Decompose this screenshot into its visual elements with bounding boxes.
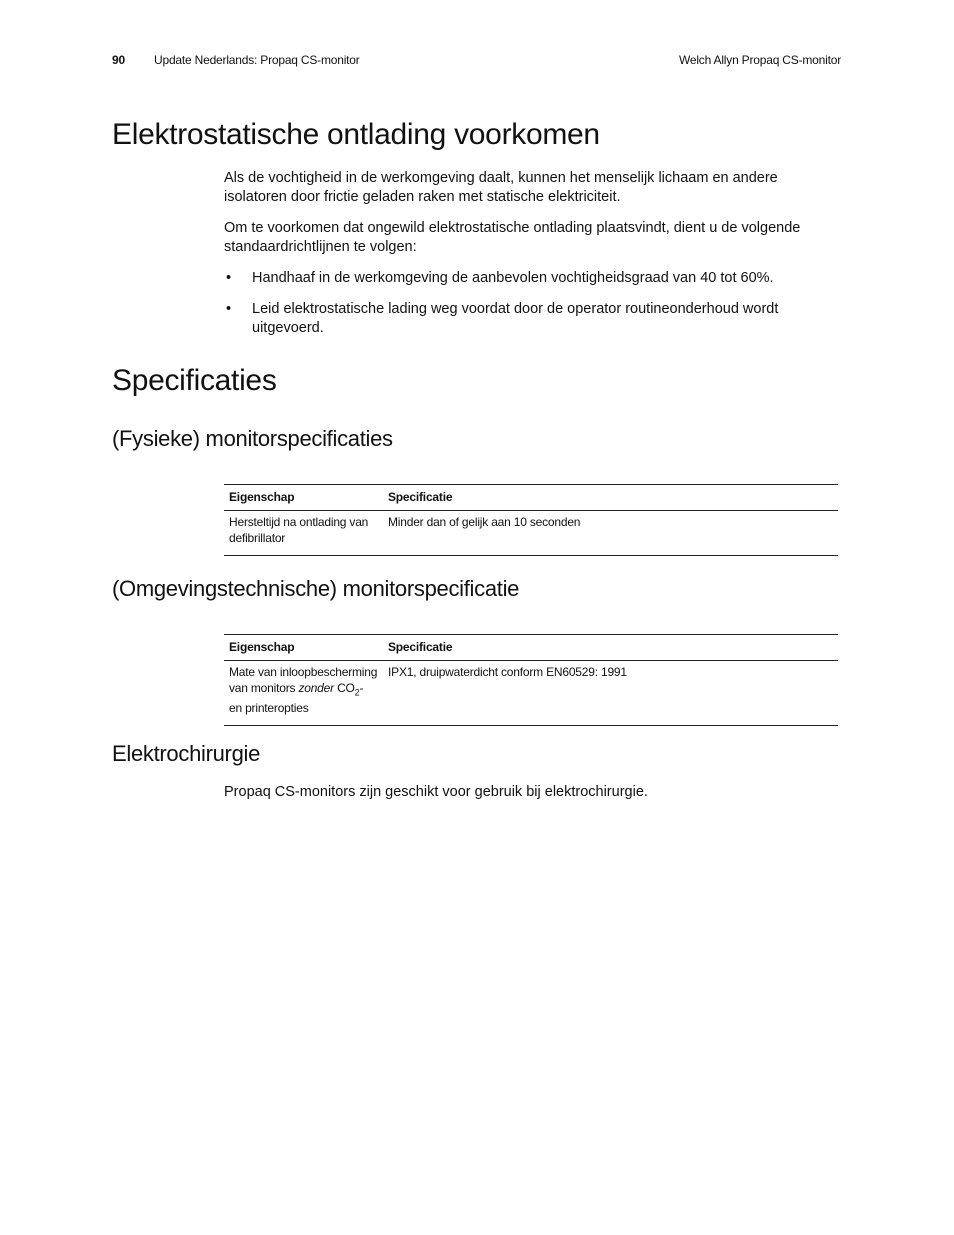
column-header-spec: Specificatie xyxy=(383,485,838,511)
bullet-symbol: • xyxy=(226,301,232,317)
environmental-spec-table xyxy=(224,634,838,726)
page-number: 90 xyxy=(112,53,125,67)
property-text-c: - en printeropties xyxy=(229,681,364,716)
electrosurgery-paragraph: Propaq CS-monitors zijn geschikt voor gebruik bij elektrochirurgie. xyxy=(224,784,648,800)
table-row xyxy=(224,661,838,726)
running-header-right: Welch Allyn Propaq CS-monitor xyxy=(678,53,841,67)
property-emphasis: zonder xyxy=(298,681,334,695)
table-header-row xyxy=(224,635,838,661)
cell-property: Hersteltijd na ontlading van defibrillator xyxy=(224,511,383,556)
subsection-title-physical: (Fysieke) monitorspecificaties xyxy=(112,426,393,451)
property-text-b: CO xyxy=(333,681,355,695)
subsection-title-environmental: (Omgevingstechnische) monitorspecificatie xyxy=(112,576,520,601)
column-header-property: Eigenschap xyxy=(224,485,383,511)
bullet-symbol: • xyxy=(226,270,232,286)
table-row xyxy=(224,511,838,556)
property-subscript: 2 xyxy=(354,687,360,698)
column-header-spec: Specificatie xyxy=(383,635,838,661)
bullet-text: Leid elektrostatische lading weg voordat door de operator routineonderhoud wordt uitgevoerd. xyxy=(252,301,779,336)
bullet-text: Handhaaf in de werkomgeving de aanbevolen vochtigheidsgraad van 40 tot 60%. xyxy=(252,270,774,286)
property-text-a: Mate van inloopbescherming van monitors xyxy=(229,665,378,695)
section-title-specs: Specificaties xyxy=(112,364,277,397)
cell-spec: IPX1, druipwaterdicht conform EN60529: 1991 xyxy=(383,661,838,726)
cell-property xyxy=(224,661,383,726)
section-title-esd: Elektrostatische ontlading voorkomen xyxy=(112,118,600,151)
esd-paragraph-1: Als de vochtigheid in de werkomgeving daalt, kunnen het menselijk lichaam en andere isolatoren door frictie geladen raken met statische elektriciteit. xyxy=(224,170,778,205)
table-header-row xyxy=(224,485,838,511)
subsection-title-electrosurgery: Elektrochirurgie xyxy=(112,741,261,766)
running-header-left: Update Nederlands: Propaq CS-monitor xyxy=(154,53,360,67)
physical-spec-table xyxy=(224,484,838,556)
esd-paragraph-2: Om te voorkomen dat ongewild elektrostatische ontlading plaatsvindt, dient u de volgende standaardrichtlijnen te volgen: xyxy=(224,220,801,255)
column-header-property: Eigenschap xyxy=(224,635,383,661)
cell-spec: Minder dan of gelijk aan 10 seconden xyxy=(383,511,838,556)
